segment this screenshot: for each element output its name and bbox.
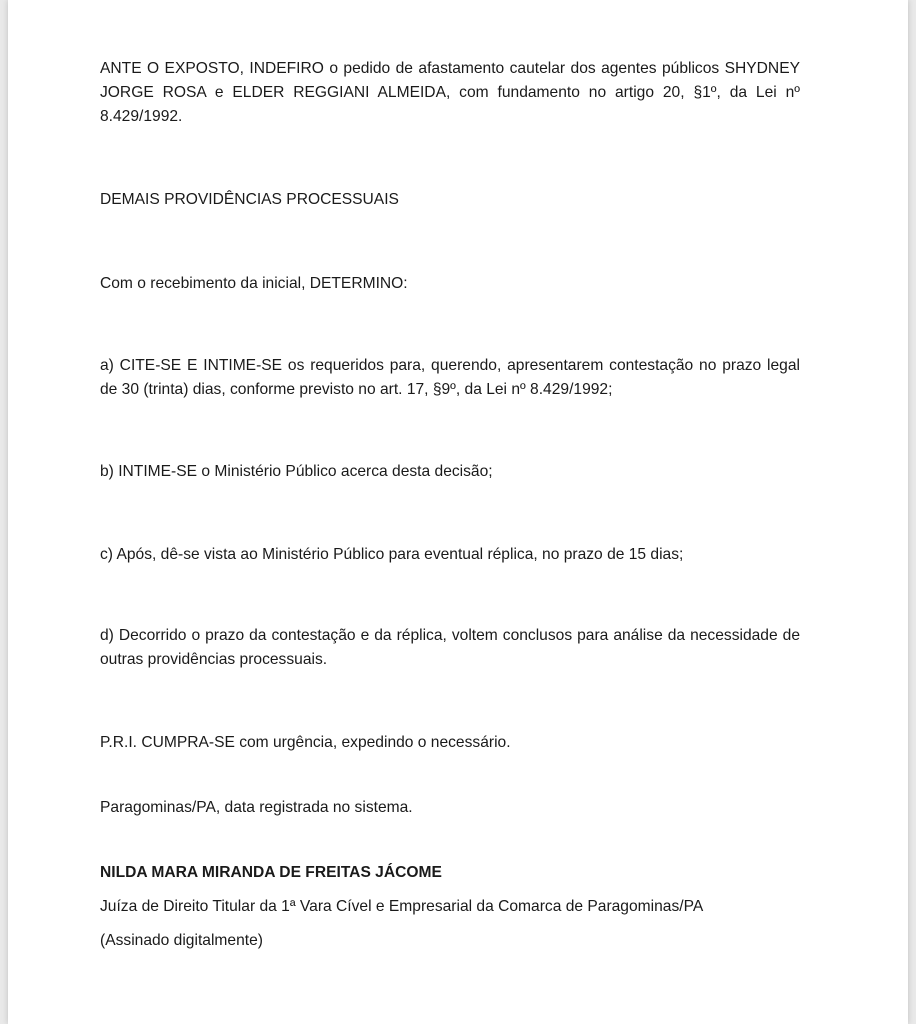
list-item-b: b) INTIME-SE o Ministério Público acerca desta decisão;: [100, 463, 493, 480]
place-date: Paragominas/PA, data registrada no sistema.: [100, 799, 413, 816]
list-item-a: a) CITE-SE E INTIME-SE os requeridos para, querendo, apresentarem contestação no prazo legal de 30 (trinta) dias, conforme previsto no art. 17, §9º, da Lei nº 8.429/1992;: [100, 357, 800, 398]
list-item-c: c) Após, dê-se vista ao Ministério Público para eventual réplica, no prazo de 15 dias;: [100, 546, 684, 563]
paragraph-intro: Com o recebimento da inicial, DETERMINO:: [100, 275, 408, 292]
signature-role: Juíza de Direito Titular da 1ª Vara Cível e Empresarial da Comarca de Paragominas/PA: [100, 898, 704, 915]
section-heading: DEMAIS PROVIDÊNCIAS PROCESSUAIS: [100, 191, 399, 208]
list-item-d: d) Decorrido o prazo da contestação e da réplica, voltem conclusos para análise da necessidade de outras providências processuais.: [100, 627, 800, 668]
paragraph-pri: P.R.I. CUMPRA-SE com urgência, expedindo o necessário.: [100, 734, 511, 751]
signature-note: (Assinado digitalmente): [100, 932, 263, 949]
signature-name: NILDA MARA MIRANDA DE FREITAS JÁCOME: [100, 864, 442, 881]
paragraph-ante-o-exposto: ANTE O EXPOSTO, INDEFIRO o pedido de afastamento cautelar dos agentes públicos SHYDNEY JORGE ROSA e ELDER REGGIANI ALMEIDA, com fundamento no artigo 20, §1º, da Lei nº 8.429/1992.: [100, 60, 800, 125]
document-page: [8, 0, 908, 1024]
